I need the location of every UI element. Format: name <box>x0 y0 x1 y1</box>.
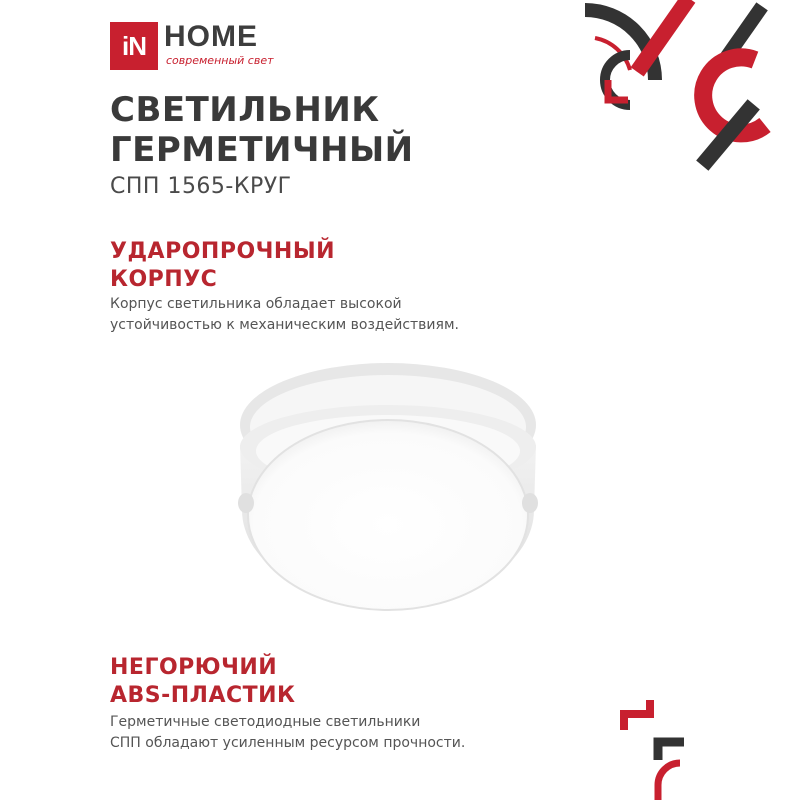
logo-brand-text: HOME <box>164 20 258 53</box>
title-line-2: ГЕРМЕТИЧНЫЙ <box>110 130 414 170</box>
decor-top-right <box>560 0 800 175</box>
feature-2-title-line-1: НЕГОРЮЧИЙ <box>110 655 278 680</box>
decor-bottom-right <box>610 690 700 800</box>
feature-1-text <box>110 294 459 336</box>
feature-2-text <box>110 712 465 754</box>
feature-1-title <box>110 238 335 294</box>
logo-mark: iN <box>110 22 158 70</box>
feature-1-title-line-2: КОРПУС <box>110 267 218 292</box>
feature-2-text-line-1: Герметичные светодиодные светильники <box>110 714 421 730</box>
title-line-1: СВЕТИЛЬНИК <box>110 90 380 130</box>
feature-2-text-line-2: СПП обладают усиленным ресурсом прочности. <box>110 735 466 751</box>
feature-1-text-line-2: устойчивостью к механическим воздействиям. <box>110 317 459 333</box>
feature-2-title <box>110 654 296 710</box>
model-name: СПП 1565-КРУГ <box>110 174 292 199</box>
product-title <box>110 90 414 170</box>
logo-tagline: современный свет <box>166 54 274 67</box>
feature-1-title-line-1: УДАРОПРОЧНЫЙ <box>110 239 336 264</box>
lamp-product-image <box>220 355 560 620</box>
feature-2-title-line-2: ABS-ПЛАСТИК <box>110 683 296 708</box>
feature-1-text-line-1: Корпус светильника обладает высокой <box>110 296 402 312</box>
